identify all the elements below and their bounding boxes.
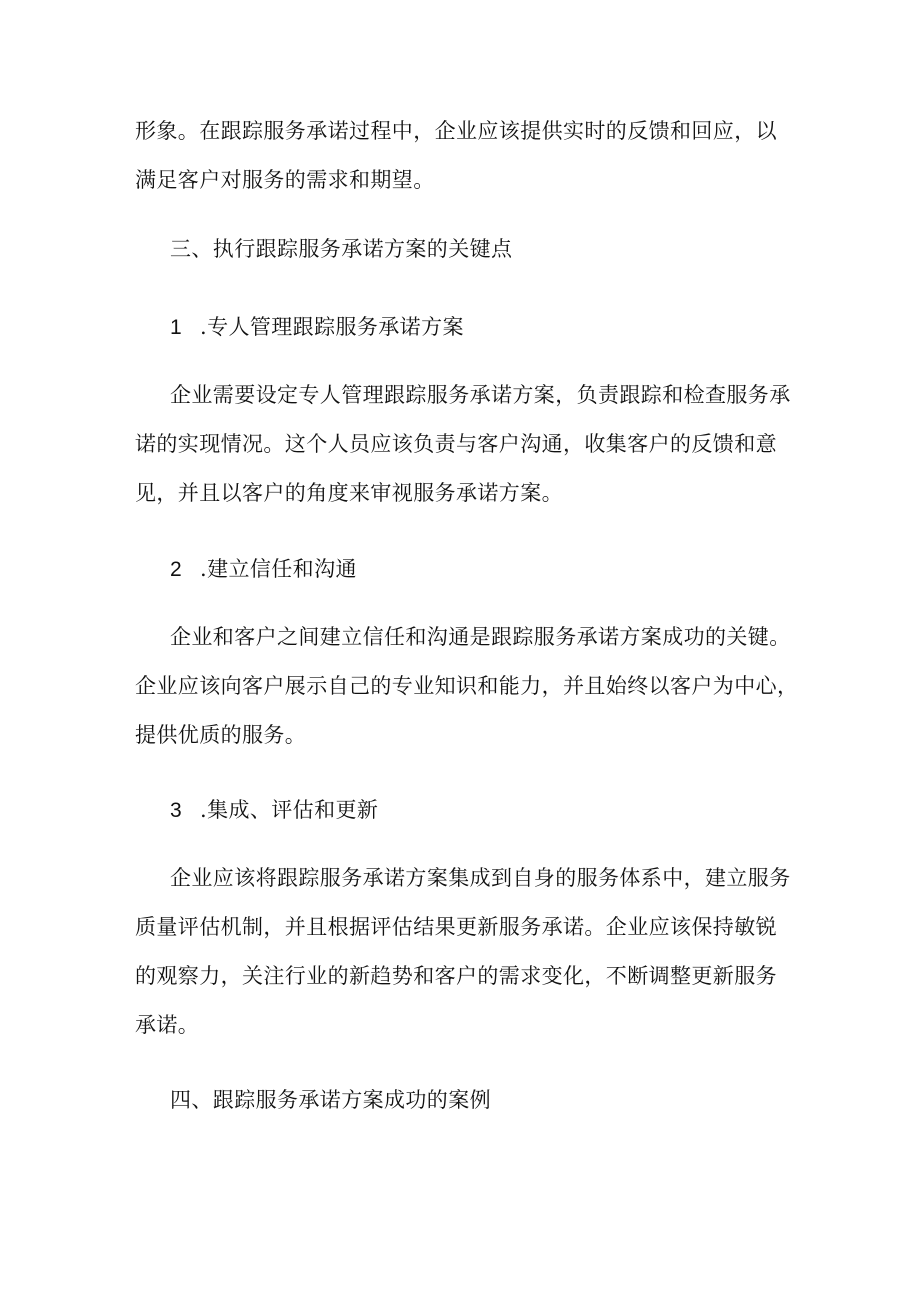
intro-line-2: 满足客户对服务的需求和期望。 bbox=[135, 168, 435, 192]
section-heading: 四、跟踪服务承诺方案成功的案例 bbox=[170, 1088, 491, 1112]
paragraph-line: 见，并且以客户的角度来审视服务承诺方案。 bbox=[135, 481, 563, 505]
paragraph-line: 诺的实现情况。这个人员应该负责与客户沟通，收集客户的反馈和意 bbox=[135, 432, 777, 456]
paragraph-line: 企业应该向客户展示自己的专业知识和能力，并且始终以客户为中心， bbox=[135, 674, 799, 698]
item-heading bbox=[170, 312, 464, 343]
item-number: 3 bbox=[170, 799, 183, 822]
paragraph-line: 企业和客户之间建立信任和沟通是跟踪服务承诺方案成功的关键。 bbox=[170, 625, 791, 649]
item-heading bbox=[170, 554, 357, 585]
paragraph-line: 的观察力，关注行业的新趋势和客户的需求变化，不断调整更新服务 bbox=[135, 964, 777, 988]
section-heading: 三、执行跟踪服务承诺方案的关键点 bbox=[170, 237, 513, 261]
paragraph-line: 企业需要设定专人管理跟踪服务承诺方案，负责跟踪和检查服务承 bbox=[170, 383, 791, 407]
item-number: 1 bbox=[170, 316, 183, 339]
paragraph-line: 提供优质的服务。 bbox=[135, 723, 307, 747]
paragraph-line: 承诺。 bbox=[135, 1013, 200, 1037]
paragraph-line: 企业应该将跟踪服务承诺方案集成到自身的服务体系中，建立服务 bbox=[170, 866, 791, 890]
item-heading bbox=[170, 795, 378, 826]
item-title: .集成、评估和更新 bbox=[200, 798, 379, 822]
item-title: .专人管理跟踪服务承诺方案 bbox=[200, 315, 464, 339]
paragraph-line: 质量评估机制，并且根据评估结果更新服务承诺。企业应该保持敏锐 bbox=[135, 915, 777, 939]
intro-line-1: 形象。在跟踪服务承诺过程中，企业应该提供实时的反馈和回应，以 bbox=[135, 119, 777, 143]
item-title: .建立信任和沟通 bbox=[200, 557, 357, 581]
item-number: 2 bbox=[170, 558, 183, 581]
